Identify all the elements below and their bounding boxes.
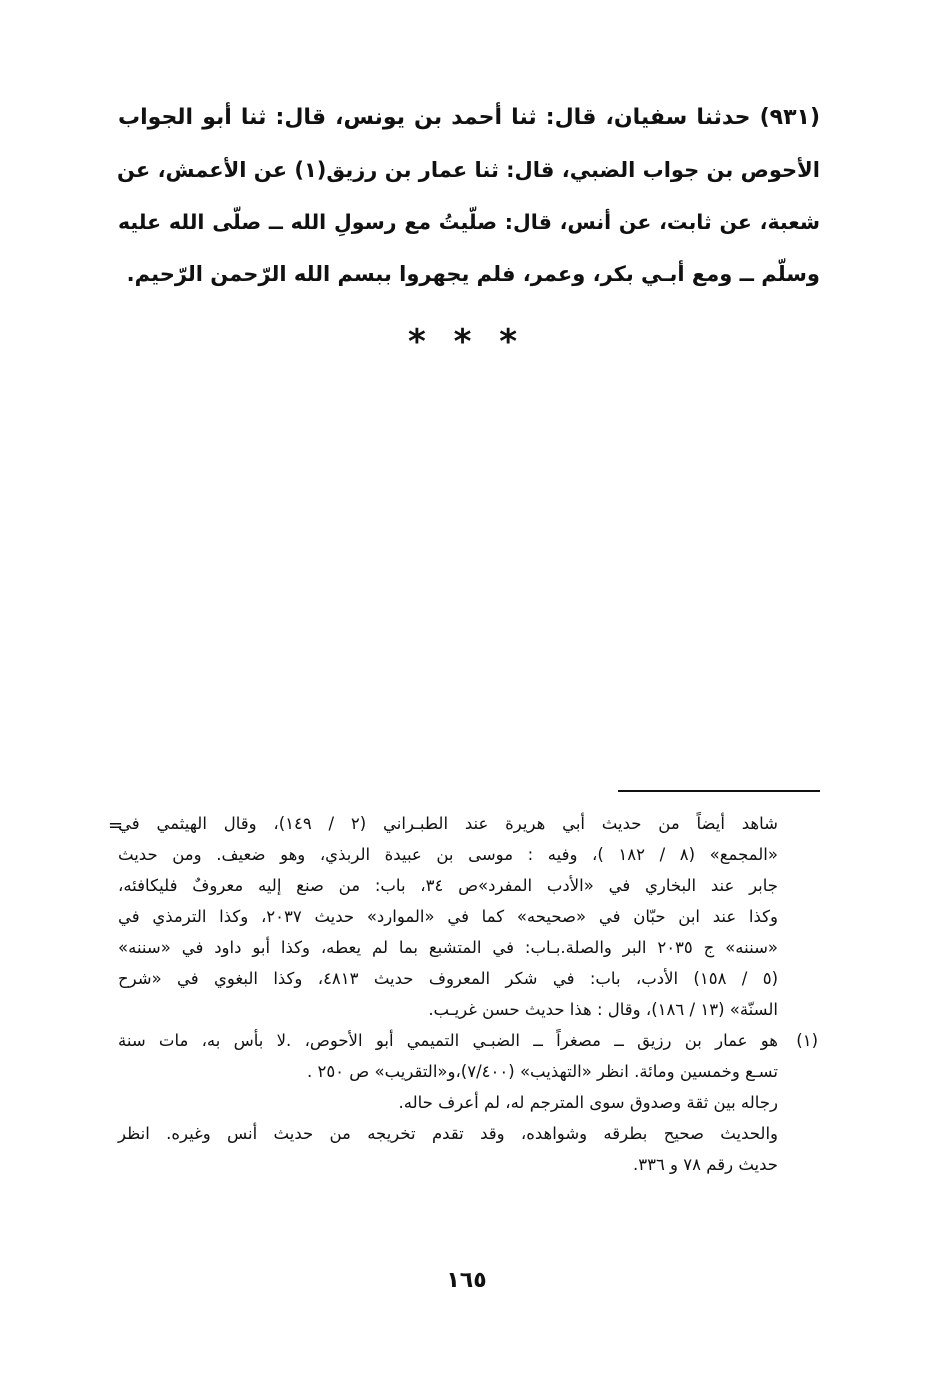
hadith-line: الأحوص بن جواب الضبي، قال: ثنا عمار بن رزيق(١) عن الأعمش، عن [117,158,820,182]
footnotes [108,808,820,1180]
hadith-line: شعبة، عن ثابت، عن أنس، قال: صلّيتُ مع رسولِ الله ــ صلّى الله عليه [118,210,820,234]
page-number: ١٦٥ [446,1268,487,1293]
continuation-marker: = [108,815,124,836]
footnote-line: شاهد أيضاً من حديث أبي هريرة عند الطبـراني (٢ / ١٤٩)، وقال الهيثمي في [118,814,778,833]
footnote-line: وكذا عند ابن حبّان في «صحيحه» كما في «الموارد» حديث ٢٠٣٧، وكذا الترمذي في [118,907,778,926]
hadith-line: (٩٣١) حدثنا سفيان، قال: ثنا أحمد بن يونس، قال: ثنا أبو الجواب [118,105,820,130]
hadith-text [118,92,820,300]
footnote-line: حديث رقم ٧٨ و ٣٣٦. [632,1155,778,1174]
hadith-line: وسلّم ــ ومع أبـي بكر، وعمر، فلم يجهروا ببسم الله الرّحمن الرّحيم. [126,262,820,286]
footnote-continuation [108,808,820,1025]
section-separator: * * * [407,322,525,362]
footnote-line: «سننه» ج ٢٠٣٥ البر والصلة.بـاب: في المتشبع بما لم يعطه، وكذا أبو داود في «سننه» [118,938,778,957]
footnote-line: جابر عند البخاري في «الأدب المفرد»ص ٣٤، باب: من صنع إليه معروفٌ فليكافئه، [118,876,779,895]
footnote-line: «المجمع» (٨ / ١٨٢ )، وفيه : موسى بن عبيدة الربذي، وهو ضعيف. ومن حديث [118,845,778,864]
footnote-rule [618,790,820,792]
footnote-line: السنّة» (١٣ / ١٨٦)، وقال : هذا حديث حسن غريـب. [428,1000,778,1019]
footnote-line: (٥ / ١٥٨) الأدب، باب: في شكر المعروف حديث ٤٨١٣، وكذا البغوي في «شرح [118,969,778,988]
footnote-marker: (١) [796,1031,818,1050]
footnote-line: تسـع وخمسين ومائة. انظر «التهذيب» (٧/٤٠٠)،و«التقريب» ص ٢٥٠ . [306,1062,778,1081]
footnote-line: والحديث صحيح بطرقه وشواهده، وقد تقدم تخريجه من حديث أنس وغيره. انظر [118,1124,778,1143]
footnote-1 [118,1025,820,1180]
footnote-line: هو عمار بن رزيق ــ مصغراً ــ الضبـي التميمي أبو الأحوص، .لا بأس به، مات سنة [118,1031,778,1050]
footnote-line: رجاله بين ثقة وصدوق سوى المترجم له، لم أعرف حاله. [398,1093,778,1112]
